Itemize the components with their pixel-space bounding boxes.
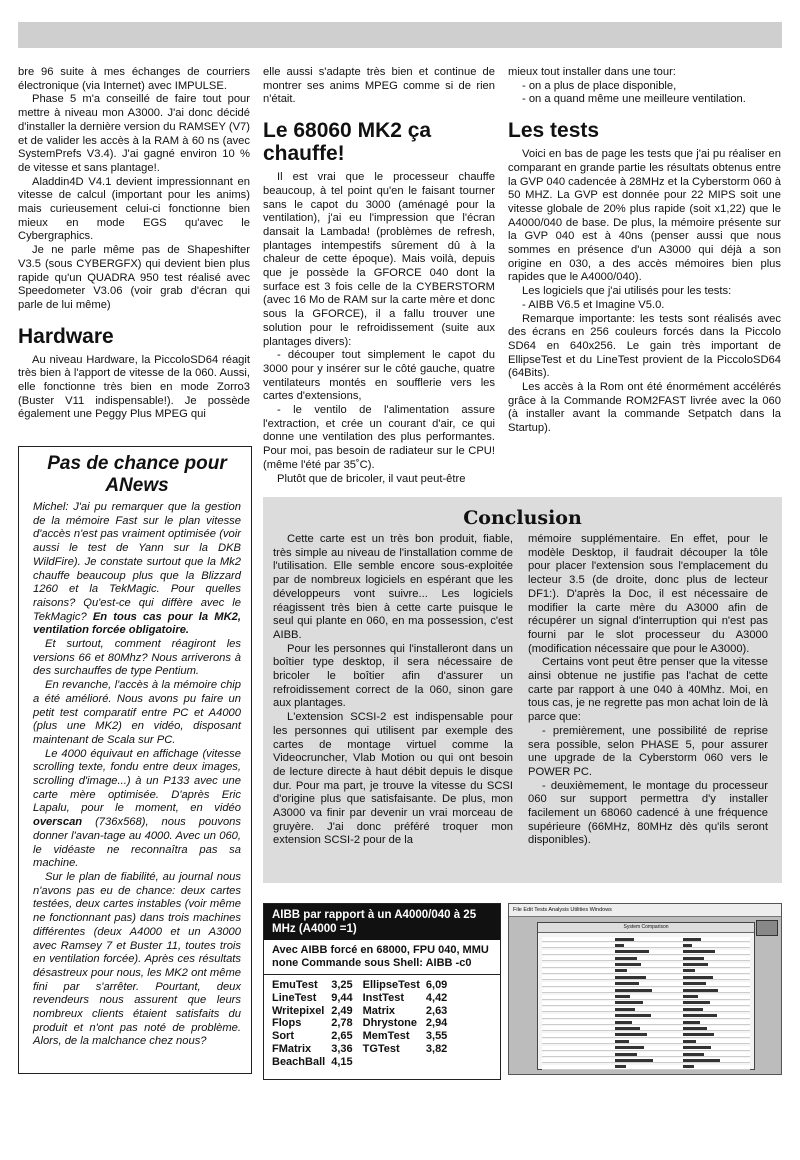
test-name: Writepixel [272,1004,325,1017]
column-1 [18,66,250,422]
test-name: EmuTest [272,979,318,991]
bold-text: En tous cas pour la MK2, ventilation forcée obligatoire. [33,610,241,637]
paragraph: bre 96 suite à mes échanges de courriers électronique (via Internet) avec IMPULSE. [18,66,250,92]
bar [615,938,634,941]
paragraph: Cette carte est un très bon produit, fiable, très simple au niveau de l'installation comme de l'utilisation. Elle semble encore sous-exploitée par de nombreux logiciels en espérant que les développeurs vont suivre... Les logiciels réagissent très bien à cette carte puisque le seul qui plante en 060, en ma possession, c'est AIBB. [273,533,513,641]
aibb-results-box [263,903,501,1080]
test-name: Flops [272,1017,302,1030]
test-name: EllipseTest [362,979,420,991]
bar-row [542,963,750,968]
paragraph: Au niveau Hardware, la PiccoloSD64 réagit très bien à l'apport de vitesse de la 060. Aussi, elle fonctionne très bien en mode Zorro3 (Buster V11 indispensable!). Je possède également une Peggy Plus MPEG qui [18,353,250,421]
bar [615,976,646,979]
bar-row [542,1007,750,1012]
bar-row [542,956,750,961]
bar [615,1040,629,1043]
bar [615,1027,640,1030]
test-value [426,1056,457,1069]
test-value: 4,15 [331,1055,353,1068]
bar-row [542,969,750,974]
bar-row [542,1026,750,1031]
paragraph: Je ne parle même pas de Shapeshifter V3.5 (sous CYBERGFX) qui devient bien plus rapide qu'un QUADRA 950 test réalisé avec Speedometer V3.06 (voir grab d'écran qui parle de lui même) [18,244,250,311]
bar-row [542,1014,750,1019]
test-value: 2,65 [331,1030,353,1043]
test-name: LineTest [272,991,317,1004]
test-name: InstTest [362,991,404,1004]
bar [683,938,700,941]
bar [615,1033,647,1036]
bar-row [542,1058,750,1063]
bar [683,957,703,960]
aibb-table [272,979,457,1069]
bar [683,1059,719,1062]
paragraph: - découper tout simplement le capot du 3000 pour y insérer sur le côté gauche, quatre ventilateurs montés en soufflerie vers les cartes d'extensions, [263,349,495,403]
bar [683,944,692,947]
section-heading: Le 68060 MK2 ça chauffe! [263,119,432,166]
aibb-screenshot [508,903,782,1075]
conclusion-box [263,497,782,883]
bar-row [542,1065,750,1070]
paragraph: L'extension SCSI-2 est indispensable pour les personnes qui utilisent par exemple des cartes de montage virtuel comme la Videocruncher, Vlab Motion ou qui ont besoin de lecture directe à haut débit depuis le disque dur. Pour ma part, je trouve la vitesse du SCSI d'origine plus que satisfaisante. De plus, mon A3000 va finir par devenir un vrai morceau de gruyère. J'ai donc préféré troquer mon extension SCSI-2 pour de la [273,711,513,847]
bar [615,969,627,972]
box-title: Pas de chance pour ANews [47,453,227,496]
test-name: MemTest [362,1030,410,1043]
paragraph: - on a plus de place disponible, [522,79,677,92]
conclusion-title: Conclusion [463,507,582,529]
test-name: Dhrystone [362,1017,418,1030]
bar [615,989,652,992]
bar [615,950,649,953]
comparison-window [537,922,755,1070]
table-row [272,1056,457,1069]
paragraph: - premièrement, une possibilité de reprise sera possible, selon PHASE 5, pour assurer une upgrade de la Cyberstorm 060 vers le POWER PC. [528,724,768,778]
section-heading: Hardware [18,324,114,348]
bar [683,1014,717,1017]
bar-row [542,943,750,948]
bar [683,963,707,966]
table-row [272,1043,457,1056]
test-name: BeachBall [272,1055,326,1068]
bar-row [542,995,750,1000]
bar-row [542,1020,750,1025]
test-name: Matrix [362,1004,396,1017]
test-name: TGTest [362,1042,400,1055]
paragraph [33,501,241,638]
bar [683,1027,706,1030]
paragraph: - AIBB V6.5 et Imagine V5.0. [522,298,665,311]
aibb-subheader: Avec AIBB forcé en 68000, FPU 040, MMU none Commande sous Shell: AIBB -c0 [264,940,500,975]
bar [683,969,695,972]
test-value: 2,49 [331,1004,353,1017]
aibb-header: AIBB par rapport à un A4000/040 à 25 MHz (A4000 =1) [264,904,500,940]
paragraph: Certains vont peut être penser que la vitesse ainsi obtenue ne justifie pas l'achat de cette carte par rapport à une 040 à 40Mhz. Moi, en tous cas, je ne regrette pas mon achat loin de là parce que: [528,656,768,724]
bar [683,950,715,953]
test-value: 6,09 [425,979,448,991]
paragraph: Sur le plan de fiabilité, au journal nous n'avons pas eu de chance: deux cartes testées, deux cartes instables (voir même ne fonctionnant pas) dans trois machines différentes (deux A4000 et un A3000 avec Ramsey 7 et Buster 11, toutes trois en ventilation forcée). Après ces résultats désastreux pour nous, les MK2 ont même fini par s'arrêter. Pourtant, deux revendeurs nous assurent que leurs nombreux clients étaient satisfaits du produit et n'ont pas noté de problème. Alors, de la malchance chez nous? [33,870,241,1048]
bar [683,1046,710,1049]
bar [615,957,637,960]
bar-row [542,1052,750,1057]
test-name: Sort [272,1030,294,1043]
test-value: 9,44 [331,991,353,1004]
paragraph: elle aussi s'adapte très bien et continue de montrer ses anims MPEG comme si de rien n'était. [263,66,495,106]
bar-row [542,975,750,980]
bar [615,1021,632,1024]
bar [615,1059,654,1062]
paragraph: Voici en bas de page les tests que j'ai pu réaliser en comparant en grande partie les résultats obtenus entre la GVP 040 cadencée à 28MHz et la Cyberstorm 060 à 50 MHZ. La GVP est donnée pour 22 MIPS soit une vitesse globale de 20% plus rapide (soit x1,22) que le A4000/040 de base. De plus, la mémoire présente sur la GVP 040 est à 40ns (penser aussi que nous sommes en présence d'un A3000 qui déjà a son origine en 030, a des accès mémoires bien plus rapides que le A4000/040). [508,148,781,284]
paragraph: - le ventilo de l'alimentation assure l'extraction, et crée un courant d'air, ce qui donne une ventilation des plus performantes. Pour moi, pas besoin de radiateur sur le CPU! (même l'été par 35˚C). [263,404,495,471]
test-value: 3,82 [425,1042,448,1055]
paragraph: Il est vrai que le processeur chauffe beaucoup, à tel point qu'en le faisant tourner sans le capot du 3000 (aménagé pour la ventilation), j'ai eu l'impression que l'écran dansait la Lambada! (problèmes de refresh, plantages intempestifs sûrement dû à la chaleur de cette époque). Mais voilà, depuis que je possède la GFORCE 040 dont la surface est 3 fois celle de la CYBERSTORM (avec 16 Mo de RAM sur la carte mère et donc sous la GFORCE), il a fallu trouver une solution pour le refroidissement (suite aux plantages divers): [263,171,495,348]
paragraph: mieux tout installer dans une tour: [508,66,676,78]
paragraph: Plutôt que de bricoler, il vaut peut-être [277,472,466,485]
paragraph: - deuxièmement, le montage du processeur 060 sur support permettra d'y installer facilement un 68060 cadencé à une fréquence supérieure (66MHz, 80MHz dès qu'ils seront disponibles). [528,779,768,847]
test-value: 3,36 [331,1042,353,1055]
paragraph: Et surtout, comment réagiront les versions 66 et 80Mhz? Nous arriverons à des surchauffes de type Pentium. [33,638,241,678]
test-value: 3,25 [331,979,353,991]
bar [615,1001,643,1004]
text: Le 4000 équivaut en affichage (vitesse scrolling texte, fondu entre deux images, scrolling d'image...) à un P133 avec une carte mère optimisée. D'après Eric Lapalu, pour le moment, en vidéo [33,747,241,815]
column-3 [508,66,781,436]
bar-row [542,937,750,942]
paragraph: - on a quand même une meilleure ventilation. [522,93,746,106]
bar [683,1040,696,1043]
conclusion-left [273,533,513,848]
bar-row [542,1001,750,1006]
bar-row [542,1039,750,1044]
bar [615,1046,644,1049]
bar [615,1008,636,1011]
drive-icon [756,920,778,936]
bar [615,944,624,947]
column-2 [263,66,495,486]
test-value: 3,55 [425,1030,448,1043]
paragraph: Phase 5 m'a conseillé de faire tout pour mettre à niveau mon A3000. J'ai donc décidé d'installer la dernière version du RAMSEY (V7) et de valider les accès à la RAM à 60 ns (avec SystemPrefs V3.4). J'ai gagné environ 10 % de vitesse et sans plantage!. [18,93,250,174]
test-name: FMatrix [272,1042,312,1055]
sidebar-box [18,446,252,1074]
bar-row [542,1033,750,1038]
bar-row [542,950,750,955]
bar [615,995,631,998]
table-row [272,1017,457,1030]
header-bar [18,22,782,48]
paragraph: Aladdin4D V4.1 devient impressionnant en vitesse de calcul (important pour les anims) mais curieusement celui-ci fonctionne bien mieux en mode EGS qu'avec le Cybergraphics. [18,175,250,243]
table-row [272,992,457,1005]
bar-rows [542,937,750,1065]
table-row [272,1005,457,1018]
bar [683,1001,709,1004]
bar [683,982,705,985]
bar [683,1053,704,1056]
bar [683,989,718,992]
test-value: 2,94 [425,1017,448,1030]
test-value: 2,78 [331,1017,353,1030]
paragraph: Les logiciels que j'ai utilisés pour les tests: [522,285,732,298]
paragraph: Pour les personnes qui l'installeront dans un boîtier type desktop, il sera nécessaire de bricoler le boîtier afin d'assurer un refroidissement correct de la 060, sinon gare aux plantages. [273,642,513,710]
paragraph: mémoire supplémentaire. En effet, pour le modèle Desktop, il faudrait découper la tôle pour placer l'extension sous l'emplacement du lecteur 3.5 (de droite, donc plus de lecteur DF1:). D'après la Doc, il est nécessaire de modifier la carte mère du A3000 afin de récupérer un signal d'interruption qui n'est pas fourni par le slot processeur du A3000 (modification nécessaire que pour le A3000). [528,533,768,655]
bar [615,1014,651,1017]
bar [683,1033,713,1036]
paragraph [33,748,241,871]
bar [683,995,698,998]
bar [683,976,712,979]
paragraph: En revanche, l'accès à la mémoire chip a été amélioré. Nous avons pu faire un petit test comparatif entre PC et A4000 (plus une MK2) en vidéo, disposant maintenant de Scala sur PC. [33,679,241,746]
section-heading: Les tests [508,119,600,143]
table-row [272,1030,457,1043]
bar-row [542,988,750,993]
bar [683,1065,693,1068]
menu-bar: File Edit Tests Analysis Utilities Windows [509,904,781,917]
test-value: 2,63 [425,1004,448,1017]
bar-row [542,982,750,987]
bar [615,982,639,985]
test-value: 4,42 [425,991,448,1004]
bar [615,1053,637,1056]
bar [615,963,641,966]
bar [615,1065,626,1068]
text: Michel: J'ai pu remarquer que la gestion de la mémoire Fast sur le plan vitesse d'accès n'est pas vraiment optimisée (voir aussi le test de Yann sur la DKB WildFire). Je constate surtout que la Mk2 chauffe beaucoup plus que la Blizzard 1260 et la TekMagic. Pour quelles raisons? Qu'est-ce qui diffère avec le TekMagic? [33,501,241,623]
conclusion-right [528,533,768,848]
bar-row [542,1046,750,1051]
bar [683,1021,699,1024]
bar [683,1008,702,1011]
window-title: System Comparison [538,923,754,933]
paragraph: Les accès à la Rom ont été énormément accélérés grâce à la Commande ROM2FAST livrée avec la 060 (à installer avant la commande Setpatch dans la Startup). [508,381,781,435]
table-row [272,979,457,992]
bold-text: overscan [33,816,83,829]
test-name [363,1056,426,1069]
paragraph: Remarque importante: les tests sont réalisés avec des écrans en 256 couleurs forcés dans la Piccolo SD64 en 640x256. Le gain très important de EllipseTest et du LineTest provient de la PiccoloSD64 (64Bits). [508,312,781,380]
text: (736x568), nous pouvons donner l'avan-tage au 4000. Avec un 060, le vidéaste ne reconnaîtra pas sa machine. [33,816,241,870]
